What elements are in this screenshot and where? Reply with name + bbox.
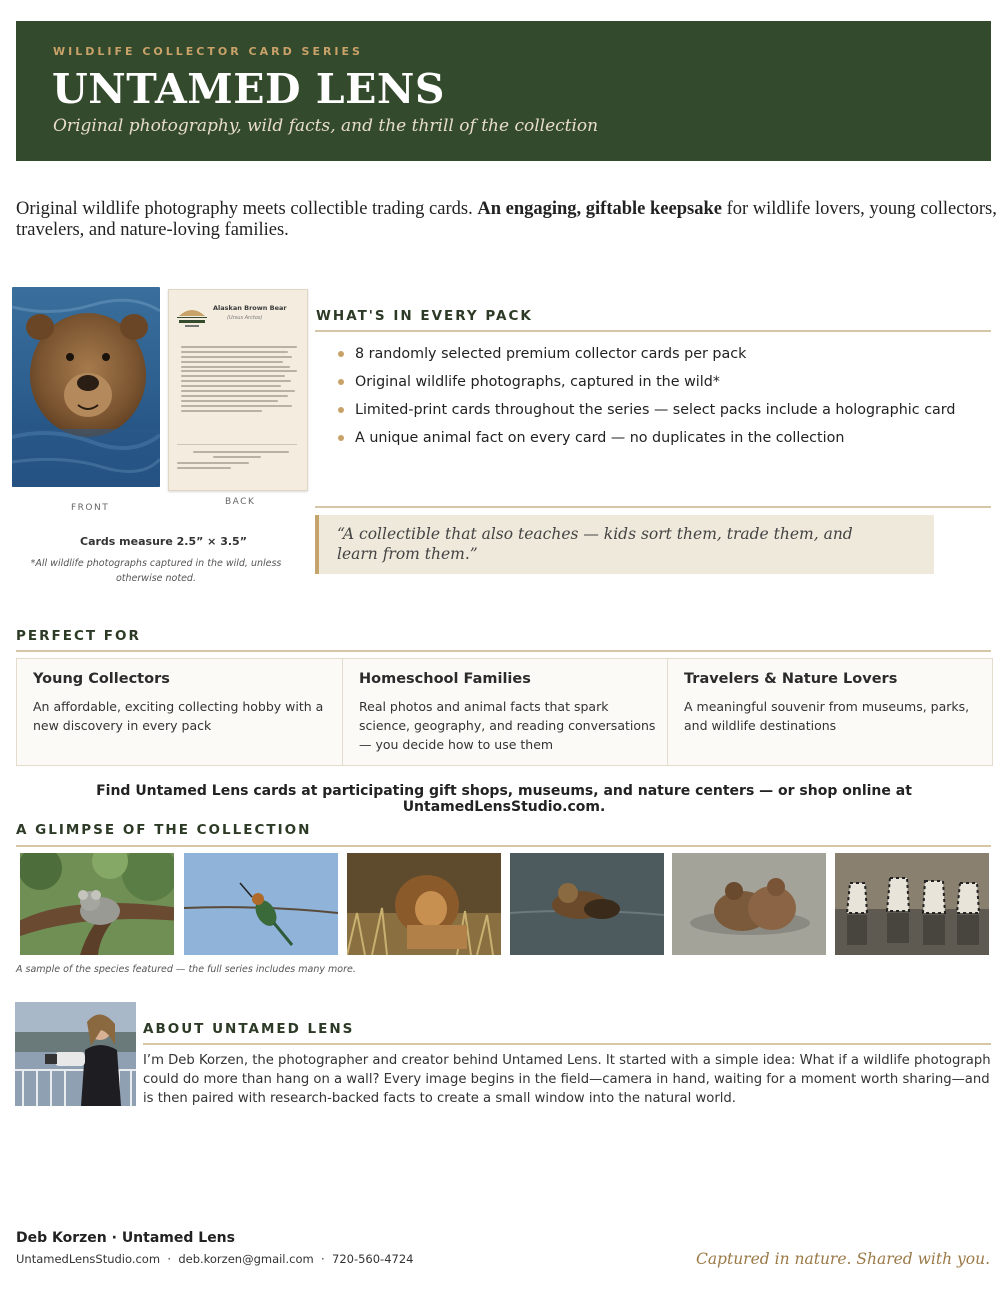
- glimpse-caption: A sample of the species featured — the full series includes many more.: [16, 964, 356, 975]
- lion-thumbnail: [347, 853, 501, 955]
- page-title: UNTAMED LENS: [52, 65, 445, 113]
- audience-title: Homeschool Families: [359, 671, 531, 687]
- card-back-title: Alaskan Brown Bear: [213, 304, 287, 312]
- about-rule: [143, 1043, 991, 1045]
- bear-cubs-thumbnail: [672, 853, 826, 955]
- list-item: Original wildlife photographs, captured in the wild*: [338, 368, 988, 396]
- card-back-scientific-name: (Ursus Arctos): [227, 315, 263, 321]
- wild-photo-footnote: *All wildlife photographs captured in the wild, unless otherwise noted.: [30, 558, 282, 584]
- bee-eater-bird-thumbnail: [184, 853, 338, 955]
- series-eyebrow: WILDLIFE COLLECTOR CARD SERIES: [53, 45, 363, 58]
- audience-columns: [16, 658, 993, 766]
- footer-name: Deb Korzen · Untamed Lens: [16, 1230, 235, 1246]
- audience-card-travelers: [667, 659, 993, 765]
- audience-title: Travelers & Nature Lovers: [684, 671, 898, 687]
- page-subtitle: Original photography, wild facts, and the thrill of the collection: [53, 116, 599, 136]
- pack-heading-rule: [315, 330, 991, 332]
- about-text: I’m Deb Korzen, the photographer and creator behind Untamed Lens. It started with a simple idea: What if a wildlife photograph could do more than hang on a wall? Every image begins in the field—camera in hand, waiting for a moment worth sharing—and is then paired with research-backed facts to create a small window into the natural world.: [143, 1053, 991, 1106]
- footer-tagline: Captured in nature. Shared with you.: [695, 1250, 990, 1268]
- intro-paragraph: [16, 199, 1001, 241]
- card-size-note: Cards measure 2.5” × 3.5”: [80, 535, 247, 548]
- front-label: FRONT: [71, 503, 110, 513]
- audience-text: Real photos and animal facts that spark science, geography, and reading conversations — you decide how to use them: [359, 699, 656, 752]
- quote-text: “A collectible that also teaches — kids sort them, trade them, and learn from them.”: [337, 525, 853, 563]
- perfect-for-heading: PERFECT FOR: [16, 628, 141, 644]
- untamed-lens-logo-icon: [175, 304, 209, 330]
- koala-thumbnail: [20, 853, 174, 955]
- glimpse-heading: A GLIMPSE OF THE COLLECTION: [16, 822, 312, 838]
- intro-bold: An engaging, giftable keepsake: [477, 199, 722, 219]
- bear-in-water-image: [12, 287, 160, 487]
- list-item: A unique animal fact on every card — no duplicates in the collection: [338, 424, 988, 452]
- card-back-fact-text: [181, 346, 297, 414]
- perfect-for-rule: [16, 650, 991, 652]
- intro-lead: Original wildlife photography meets collectible trading cards.: [16, 199, 478, 219]
- list-item: Limited-print cards throughout the series — select packs include a holographic card: [338, 396, 988, 424]
- footer-contact: UntamedLensStudio.com · deb.korzen@gmail.com · 720-560-4724: [16, 1252, 414, 1266]
- audience-card-young-collectors: [17, 659, 342, 765]
- audience-title: Young Collectors: [33, 671, 170, 687]
- back-label: BACK: [225, 497, 256, 507]
- pack-heading: WHAT'S IN EVERY PACK: [316, 308, 533, 324]
- card-front-bear-photo: [12, 287, 160, 487]
- audience-card-homeschool: [342, 659, 668, 765]
- header-banner: [16, 21, 991, 161]
- about-heading: ABOUT UNTAMED LENS: [143, 1021, 355, 1037]
- card-back-footer: [177, 444, 297, 472]
- photographer-portrait: [15, 1002, 136, 1106]
- card-back-preview: [168, 289, 308, 491]
- glimpse-rule: [16, 845, 991, 847]
- pack-bullet-list: [338, 340, 988, 452]
- audience-text: A meaningful souvenir from museums, parks, and wildlife destinations: [684, 699, 970, 733]
- intro-tail: for wildlife lovers, young collectors, travelers, and nature-loving families.: [16, 199, 997, 240]
- sea-otter-thumbnail: [510, 853, 664, 955]
- zebras-thumbnail: [835, 853, 989, 955]
- quote-divider: [315, 506, 991, 508]
- audience-text: An affordable, exciting collecting hobby with a new discovery in every pack: [33, 699, 324, 733]
- list-item: 8 randomly selected premium collector cards per pack: [338, 340, 988, 368]
- testimonial-quote: [315, 515, 934, 574]
- where-to-buy: Find Untamed Lens cards at participating gift shops, museums, and nature centers — or shop online at UntamedLensStudio.com.: [96, 783, 912, 815]
